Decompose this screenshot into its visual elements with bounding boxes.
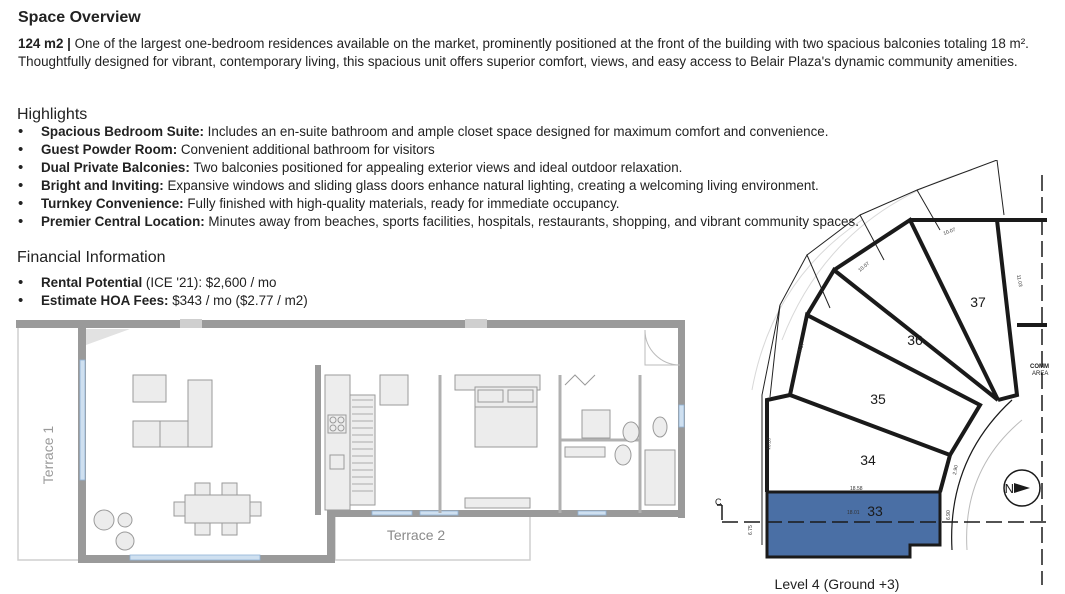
unit-label-34: 34 (860, 452, 876, 468)
item-label: Spacious Bedroom Suite: (41, 124, 204, 139)
item-text: Includes an en-suite bathroom and ample closet space designed for maximum comfort and convenience. (203, 124, 829, 139)
dim-label: 18.58 (850, 486, 863, 492)
terrace-2-label: Terrace 2 (386, 527, 446, 543)
item-text: Two balconies positioned for appealing exterior views and ideal outdoor relaxation. (189, 160, 683, 175)
list-item (18, 274, 308, 292)
item-text: $343 / mo ($2.77 / m2) (168, 293, 308, 308)
entry-door-icon (645, 330, 680, 365)
unit-label-33: 33 (867, 503, 883, 519)
unit-label-37: 37 (970, 294, 986, 310)
dim-label: 2.90 (952, 464, 960, 476)
item-label: Guest Powder Room: (41, 142, 178, 157)
door-wedge (86, 329, 130, 345)
dim-label: 10.07 (766, 437, 774, 451)
dim-label: 6.90 (946, 510, 952, 520)
bench (465, 498, 530, 508)
section-title-highlights: Highlights (17, 106, 88, 123)
bathroom-fixtures (565, 410, 675, 505)
financial-list (18, 274, 308, 310)
interior-walls (440, 375, 640, 513)
section-title-overview: Space Overview (18, 9, 141, 26)
dining-table (174, 483, 261, 535)
living-furniture (133, 375, 212, 447)
unit-label-35: 35 (870, 391, 886, 407)
unit-size-label: 124 m2 | (18, 36, 71, 51)
overview-description: One of the largest one-bedroom residences available on the market, prominently positioned at the front of the building with two spacious balconies totaling 18 m². Thoughtfully designed for vibrant, contemporary living, this spacious unit offers superior comfort, views, and easy access to Belair Plaza's dynamic community amenities. (18, 36, 1029, 69)
floor-plan-diagram (0, 315, 700, 565)
overview-paragraph (18, 35, 1048, 71)
unit-labels (860, 294, 986, 519)
item-label: Premier Central Location: (41, 214, 205, 229)
dim-label: 11.03 (1015, 274, 1024, 288)
corridor-curve (952, 400, 1012, 550)
decor-items (94, 510, 134, 550)
item-text: Minutes away from beaches, sports facilities, hospitals, restaurants, shopping, and vibrant community spaces. (204, 214, 859, 229)
outer-arc (782, 170, 972, 340)
dim-label: 18.01 (847, 510, 860, 516)
dim-label: 10.07 (942, 226, 957, 237)
item-label: Turnkey Convenience: (41, 196, 184, 211)
common-area-label: COMM (1030, 364, 1049, 370)
item-text: Fully finished with high-quality materials, ready for immediate occupancy. (183, 196, 620, 211)
site-plan-diagram (712, 160, 1057, 594)
item-label: Estimate HOA Fees: (41, 293, 169, 308)
dim-label: 10.07 (796, 341, 807, 356)
dim-label: 10.07 (857, 260, 871, 274)
compass-label: N (1004, 481, 1014, 496)
item-text: Convenient additional bathroom for visitors (177, 142, 435, 157)
section-marker: C (715, 497, 722, 507)
section-title-financial: Financial Information (17, 249, 166, 266)
item-label: Bright and Inviting: (41, 178, 164, 193)
list-item (18, 123, 859, 141)
dim-label: 6.75 (748, 525, 754, 535)
unit-33-highlight (767, 492, 940, 557)
dimension-labels (748, 227, 1023, 535)
item-text: (ICE '21): $2,600 / mo (142, 275, 277, 290)
common-area-label-2: AREA (1032, 371, 1049, 377)
level-caption: Level 4 (Ground +3) (774, 576, 900, 592)
unit-label-36: 36 (907, 332, 923, 348)
item-label: Rental Potential (41, 275, 143, 290)
list-item (18, 292, 308, 310)
terrace-1-label: Terrace 1 (40, 425, 56, 485)
bed (455, 375, 540, 447)
list-item (18, 141, 859, 159)
folding-door-icon (565, 375, 595, 385)
item-label: Dual Private Balconies: (41, 160, 190, 175)
item-text: Expansive windows and sliding glass doors enhance natural lighting, creating a welcoming living environment. (163, 178, 819, 193)
